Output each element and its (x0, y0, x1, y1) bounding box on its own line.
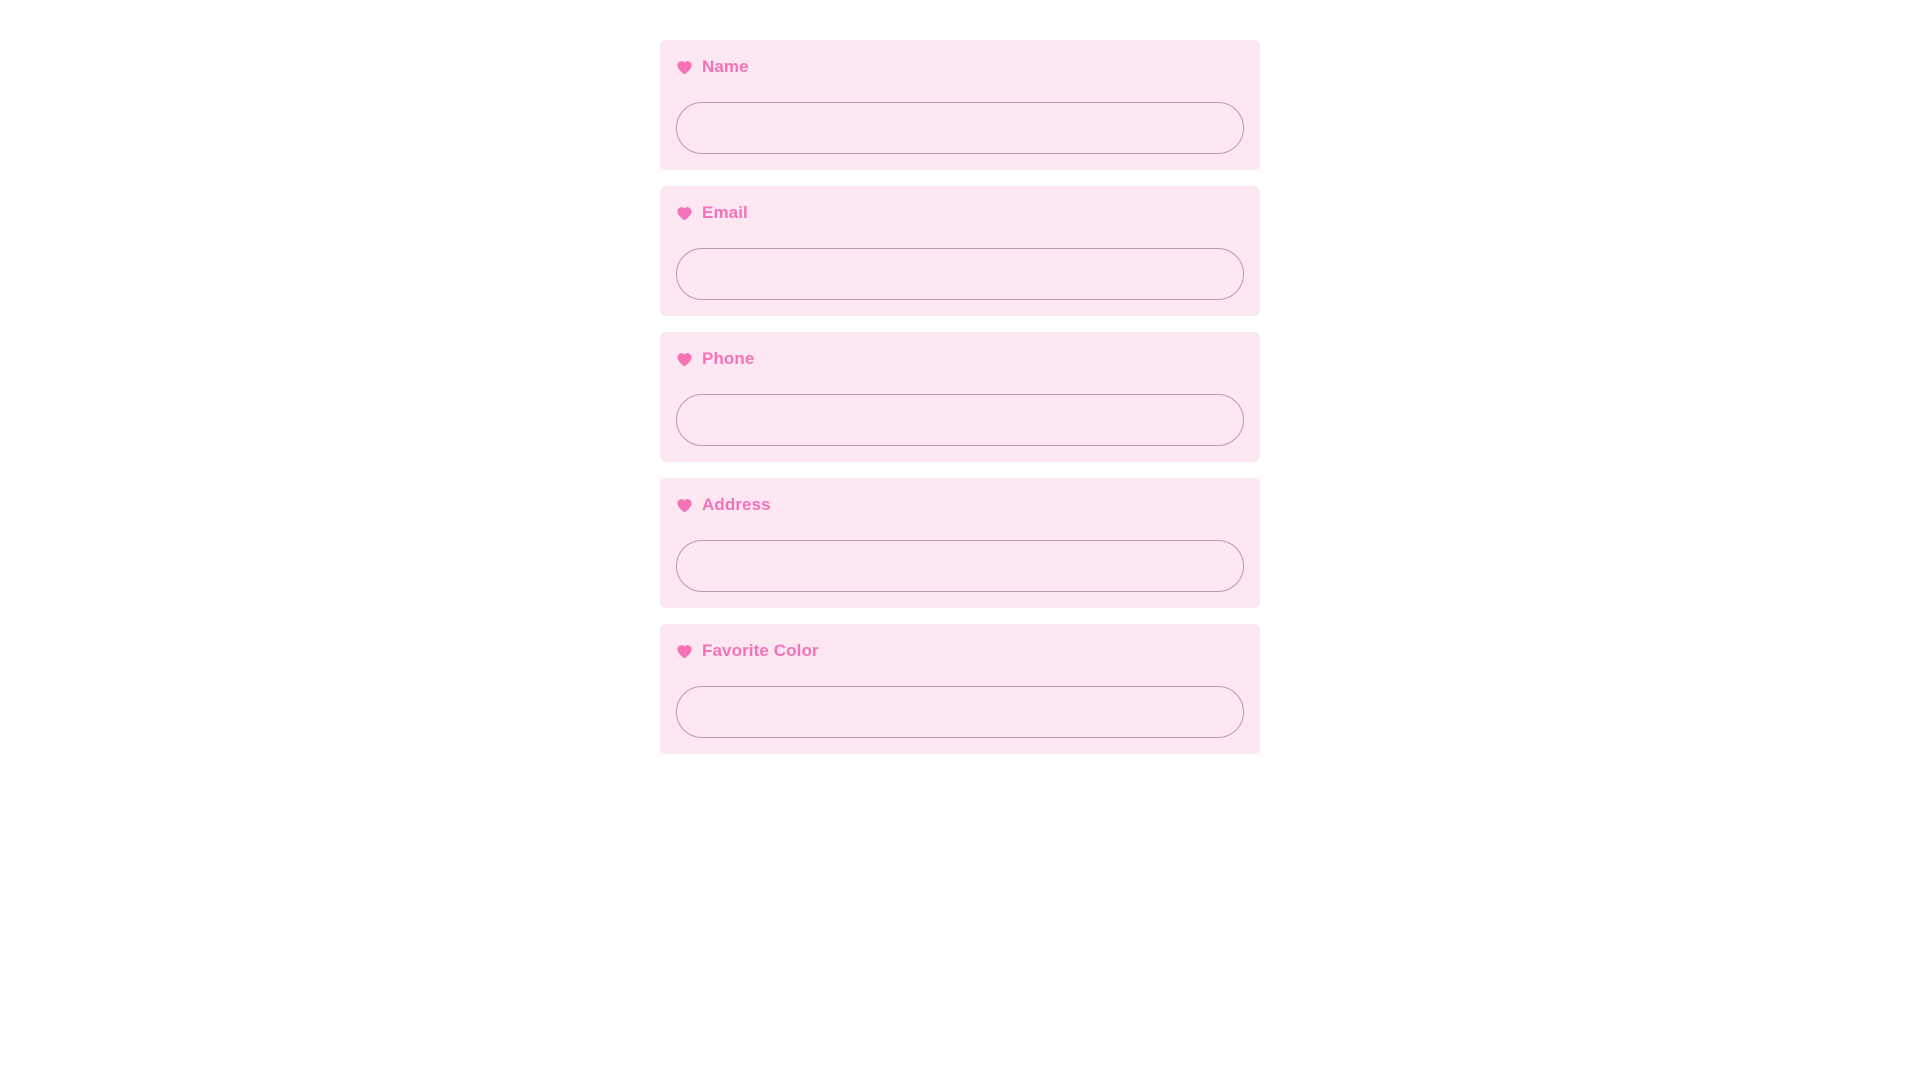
contact-form (660, 0, 1260, 754)
field-label-row (676, 56, 1244, 78)
field-label-text: Email (702, 203, 748, 222)
field-label-row (676, 348, 1244, 370)
field-card-favorite-color (660, 624, 1260, 754)
field-label-text: Favorite Color (702, 641, 819, 660)
heart-icon (676, 59, 693, 76)
field-card-address (660, 478, 1260, 608)
field-card-name (660, 40, 1260, 170)
field-label-text: Phone (702, 349, 755, 368)
heart-icon (676, 497, 693, 514)
field-label-row (676, 202, 1244, 224)
field-label-row (676, 640, 1244, 662)
favorite-color-input[interactable] (676, 686, 1244, 738)
field-label-row (676, 494, 1244, 516)
email-input[interactable] (676, 248, 1244, 300)
heart-icon (676, 351, 693, 368)
heart-icon (676, 205, 693, 222)
name-input[interactable] (676, 102, 1244, 154)
phone-input[interactable] (676, 394, 1244, 446)
address-input[interactable] (676, 540, 1244, 592)
field-card-phone (660, 332, 1260, 462)
field-label-text: Name (702, 57, 749, 76)
field-card-email (660, 186, 1260, 316)
heart-icon (676, 643, 693, 660)
field-label-text: Address (702, 495, 771, 514)
